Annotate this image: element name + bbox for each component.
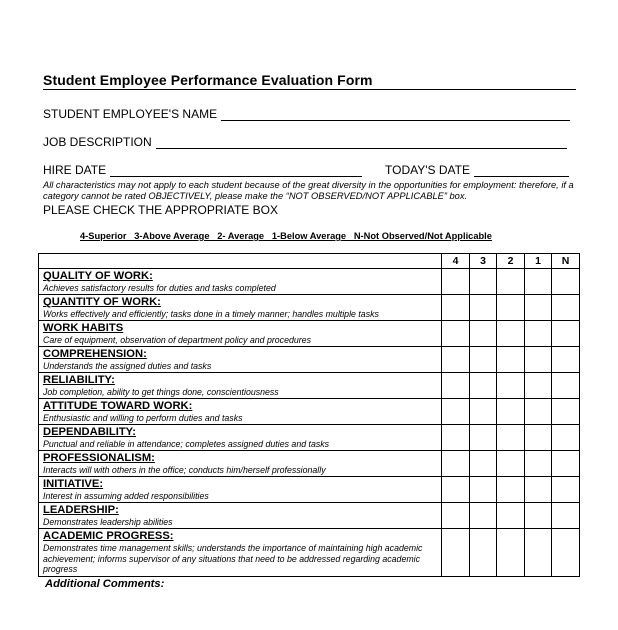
rating-box-1[interactable] <box>525 477 552 503</box>
criterion-category: DEPENDABILITY: <box>43 426 137 438</box>
criterion-cell <box>39 503 442 529</box>
rating-box-3[interactable] <box>470 477 497 503</box>
criterion-category: PROFESSIONALISM: <box>43 452 155 464</box>
rating-box-n[interactable] <box>552 373 580 399</box>
criterion-row <box>39 451 580 477</box>
header-2: 2 <box>497 254 525 269</box>
criterion-row <box>39 477 580 503</box>
criterion-category: WORK HABITS <box>43 322 124 334</box>
criterion-description: Demonstrates time management skills; understands the importance of maintaining high academic achievement; informs supervisor of any situations that need to be addressed regarding academic progress <box>43 543 423 574</box>
rating-box-1[interactable] <box>525 451 552 477</box>
job-description-label: JOB DESCRIPTION <box>43 135 152 149</box>
criterion-description: Works effectively and efficiently; tasks done in a timely manner; handles multiple tasks <box>43 309 379 319</box>
criterion-description: Enthusiastic and willing to perform duties and tasks <box>43 413 243 423</box>
rating-box-4[interactable] <box>442 503 470 529</box>
header-3: 3 <box>470 254 497 269</box>
rating-box-2[interactable] <box>497 295 525 321</box>
criterion-category: RELIABILITY: <box>43 374 115 386</box>
hire-date-field[interactable] <box>43 163 362 177</box>
todays-date-field[interactable] <box>385 163 569 177</box>
rating-header-row <box>39 254 580 269</box>
criterion-category: QUALITY OF WORK: <box>43 270 153 282</box>
rating-box-3[interactable] <box>470 295 497 321</box>
rating-box-1[interactable] <box>525 399 552 425</box>
rating-box-2[interactable] <box>497 399 525 425</box>
rating-box-1[interactable] <box>525 269 552 295</box>
header-1: 1 <box>525 254 552 269</box>
rating-box-3[interactable] <box>470 269 497 295</box>
employee-name-label: STUDENT EMPLOYEE'S NAME <box>43 107 218 121</box>
rating-legend: 4-Superior 3-Above Average 2- Average 1-Below Average N-Not Observed/Not Applicable <box>80 231 492 241</box>
rating-box-4[interactable] <box>442 347 470 373</box>
rating-box-4[interactable] <box>442 373 470 399</box>
header-4: 4 <box>442 254 470 269</box>
criterion-description: Care of equipment, observation of department policy and procedures <box>43 335 311 345</box>
rating-box-1[interactable] <box>525 529 552 577</box>
criterion-row <box>39 373 580 399</box>
rating-box-n[interactable] <box>552 477 580 503</box>
job-description-field[interactable] <box>43 135 567 149</box>
header-blank <box>39 254 442 269</box>
hire-date-label: HIRE DATE <box>43 163 107 177</box>
rating-box-3[interactable] <box>470 373 497 399</box>
header-n: N <box>552 254 580 269</box>
rating-box-4[interactable] <box>442 451 470 477</box>
criterion-cell <box>39 269 442 295</box>
rating-box-n[interactable] <box>552 451 580 477</box>
rating-box-1[interactable] <box>525 425 552 451</box>
rating-box-4[interactable] <box>442 425 470 451</box>
criterion-category: QUANTITY OF WORK: <box>43 296 161 308</box>
criterion-description: Interest in assuming added responsibilities <box>43 491 209 501</box>
rating-box-2[interactable] <box>497 373 525 399</box>
rating-box-n[interactable] <box>552 295 580 321</box>
todays-date-line[interactable] <box>474 165 569 177</box>
rating-box-3[interactable] <box>470 529 497 577</box>
criterion-row <box>39 425 580 451</box>
criterion-description: Achieves satisfactory results for duties and tasks completed <box>43 283 276 293</box>
rating-box-n[interactable] <box>552 503 580 529</box>
rating-box-n[interactable] <box>552 321 580 347</box>
rating-box-2[interactable] <box>497 269 525 295</box>
rating-box-2[interactable] <box>497 529 525 577</box>
criterion-row <box>39 529 580 577</box>
rating-box-4[interactable] <box>442 529 470 577</box>
rating-box-3[interactable] <box>470 321 497 347</box>
rating-box-n[interactable] <box>552 269 580 295</box>
criterion-description: Understands the assigned duties and tasks <box>43 361 212 371</box>
rating-box-2[interactable] <box>497 503 525 529</box>
criterion-category: ACADEMIC PROGRESS: <box>43 530 174 542</box>
criterion-row <box>39 295 580 321</box>
rating-box-n[interactable] <box>552 347 580 373</box>
rating-box-2[interactable] <box>497 477 525 503</box>
criterion-cell <box>39 399 442 425</box>
rating-box-4[interactable] <box>442 399 470 425</box>
criterion-row <box>39 347 580 373</box>
rating-box-3[interactable] <box>470 425 497 451</box>
criterion-description: Job completion, ability to get things done, conscientiousness <box>43 387 279 397</box>
rating-box-3[interactable] <box>470 347 497 373</box>
criterion-row <box>39 321 580 347</box>
additional-comments-label: Additional Comments: <box>45 578 165 590</box>
criterion-row <box>39 269 580 295</box>
rating-box-2[interactable] <box>497 425 525 451</box>
rating-box-1[interactable] <box>525 503 552 529</box>
criterion-category: INITIATIVE: <box>43 478 104 490</box>
rating-box-3[interactable] <box>470 503 497 529</box>
rating-box-4[interactable] <box>442 321 470 347</box>
hire-date-line[interactable] <box>110 165 362 177</box>
rating-box-n[interactable] <box>552 529 580 577</box>
criterion-description: Punctual and reliable in attendance; completes assigned duties and tasks <box>43 439 330 449</box>
criterion-cell <box>39 451 442 477</box>
applicability-note: All characteristics may not apply to each student because of the great diversity in the opportunities for employment: therefore, if a category cannot be rated OBJECTIVELY, please make the “NOT OBSERVED/NOT APPLICABLE” box. <box>43 180 574 201</box>
rating-table <box>38 253 580 577</box>
rating-box-1[interactable] <box>525 321 552 347</box>
criterion-cell <box>39 347 442 373</box>
rating-box-4[interactable] <box>442 269 470 295</box>
employee-name-line[interactable] <box>221 109 570 121</box>
criterion-category: LEADERSHIP: <box>43 504 119 516</box>
criterion-cell <box>39 295 442 321</box>
criterion-description: Demonstrates leadership abilities <box>43 517 173 527</box>
criterion-category: COMPREHENSION: <box>43 348 147 360</box>
rating-box-1[interactable] <box>525 295 552 321</box>
criterion-row <box>39 503 580 529</box>
rating-box-3[interactable] <box>470 451 497 477</box>
criterion-cell <box>39 373 442 399</box>
rating-box-n[interactable] <box>552 399 580 425</box>
rating-box-1[interactable] <box>525 347 552 373</box>
rating-box-n[interactable] <box>552 425 580 451</box>
rating-box-4[interactable] <box>442 295 470 321</box>
title-underline <box>43 89 576 90</box>
rating-box-2[interactable] <box>497 321 525 347</box>
criterion-description: Interacts will with others in the office; conducts him/herself professionally <box>43 465 326 475</box>
rating-box-2[interactable] <box>497 347 525 373</box>
criteria-body <box>39 269 580 577</box>
criterion-row <box>39 399 580 425</box>
employee-name-field[interactable] <box>43 107 570 121</box>
criterion-cell <box>39 321 442 347</box>
criterion-cell <box>39 529 442 577</box>
rating-box-2[interactable] <box>497 451 525 477</box>
rating-box-4[interactable] <box>442 477 470 503</box>
criterion-cell <box>39 425 442 451</box>
check-instruction: PLEASE CHECK THE APPROPRIATE BOX <box>43 203 278 217</box>
job-description-line[interactable] <box>156 137 567 149</box>
rating-box-3[interactable] <box>470 399 497 425</box>
criterion-category: ATTITUDE TOWARD WORK: <box>43 400 193 412</box>
criterion-cell <box>39 477 442 503</box>
todays-date-label: TODAY'S DATE <box>385 163 470 177</box>
form-title: Student Employee Performance Evaluation Form <box>43 72 373 88</box>
rating-box-1[interactable] <box>525 373 552 399</box>
